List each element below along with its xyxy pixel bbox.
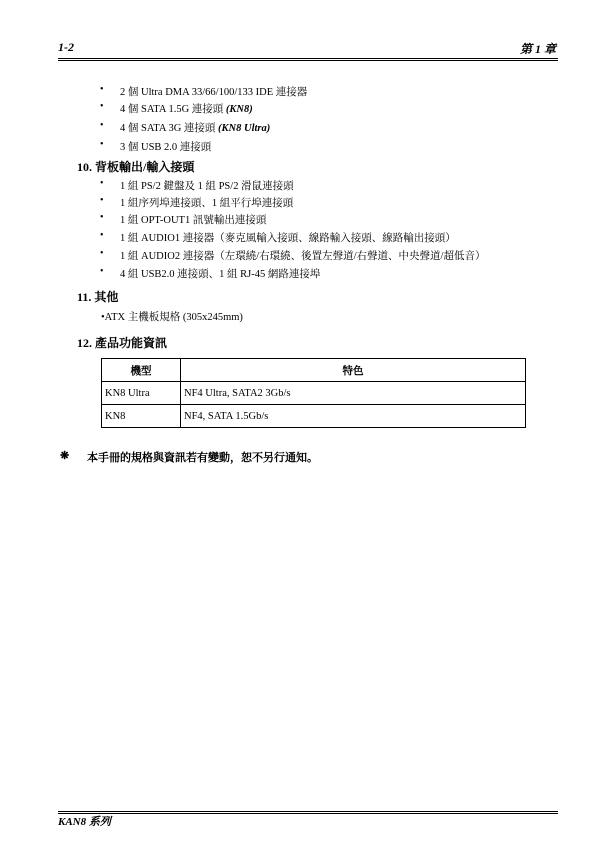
section-heading-10: 10. 背板輸出/輸入接頭 xyxy=(77,160,195,174)
footer-series: KAN8 系列 xyxy=(58,816,111,828)
list-item: • 4 個 SATA 3G 連接頭 (KN8 Ultra) xyxy=(100,120,271,134)
table-row xyxy=(102,382,526,405)
list-item: • 2 個 Ultra DMA 33/66/100/133 IDE 連接器 xyxy=(100,84,308,98)
bullet-icon: • xyxy=(100,195,104,206)
chapter-title: 第 1 章 xyxy=(519,42,556,56)
asterisk-icon: ❋ xyxy=(60,450,70,462)
bullet-icon: • xyxy=(100,248,104,259)
cell-model: KN8 xyxy=(102,405,181,428)
cell-model: KN8 Ultra xyxy=(102,382,181,405)
bullet-icon: • xyxy=(100,101,104,112)
atx-spec: •ATX 主機板規格 (305x245mm) xyxy=(101,312,243,323)
bullet-icon: • xyxy=(100,120,104,131)
header-feature: 特色 xyxy=(181,359,526,382)
bullet-icon: • xyxy=(100,212,104,223)
header-model: 機型 xyxy=(102,359,181,382)
bullet-icon: • xyxy=(100,139,104,150)
cell-feature: NF4, SATA 1.5Gb/s xyxy=(181,405,526,428)
list-item: • 4 個 SATA 1.5G 連接頭 (KN8) xyxy=(100,101,253,115)
bullet-icon: • xyxy=(100,230,104,241)
list-item: • 4 組 USB2.0 連接頭、1 組 RJ-45 網路連接埠 xyxy=(100,266,321,280)
page-number: 1-2 xyxy=(58,40,74,54)
cell-feature: NF4 Ultra, SATA2 3Gb/s xyxy=(181,382,526,405)
bullet-icon: • xyxy=(100,266,104,277)
section-heading-11: 11. 其他 xyxy=(77,290,119,304)
list-item: • 1 組 PS/2 鍵盤及 1 組 PS/2 滑鼠連接頭 xyxy=(100,178,294,192)
list-item: • 1 組 OPT-OUT1 訊號輸出連接頭 xyxy=(100,212,267,226)
list-item: • 3 個 USB 2.0 連接頭 xyxy=(100,139,212,153)
table-header-row xyxy=(102,359,526,382)
list-item: • 1 組序列埠連接頭、1 組平行埠連接頭 xyxy=(100,195,294,209)
footer-rule xyxy=(58,811,558,814)
section-heading-12: 12. 產品功能資訊 xyxy=(77,336,168,350)
list-item: • 1 組 AUDIO2 連接器（左環繞/右環繞、後置左聲道/右聲道、中央聲道/超低音） xyxy=(100,248,486,262)
bullet-icon: • xyxy=(100,178,104,189)
list-item: • 1 組 AUDIO1 連接器（麥克風輸入接頭、線路輸入接頭、線路輸出接頭） xyxy=(100,230,456,244)
bullet-icon: • xyxy=(100,84,104,95)
header-rule xyxy=(58,58,558,61)
table-row xyxy=(102,405,526,428)
product-table xyxy=(101,358,526,428)
disclaimer-note: 本手冊的規格與資訊若有變動，恕不另行通知。 xyxy=(87,452,318,464)
